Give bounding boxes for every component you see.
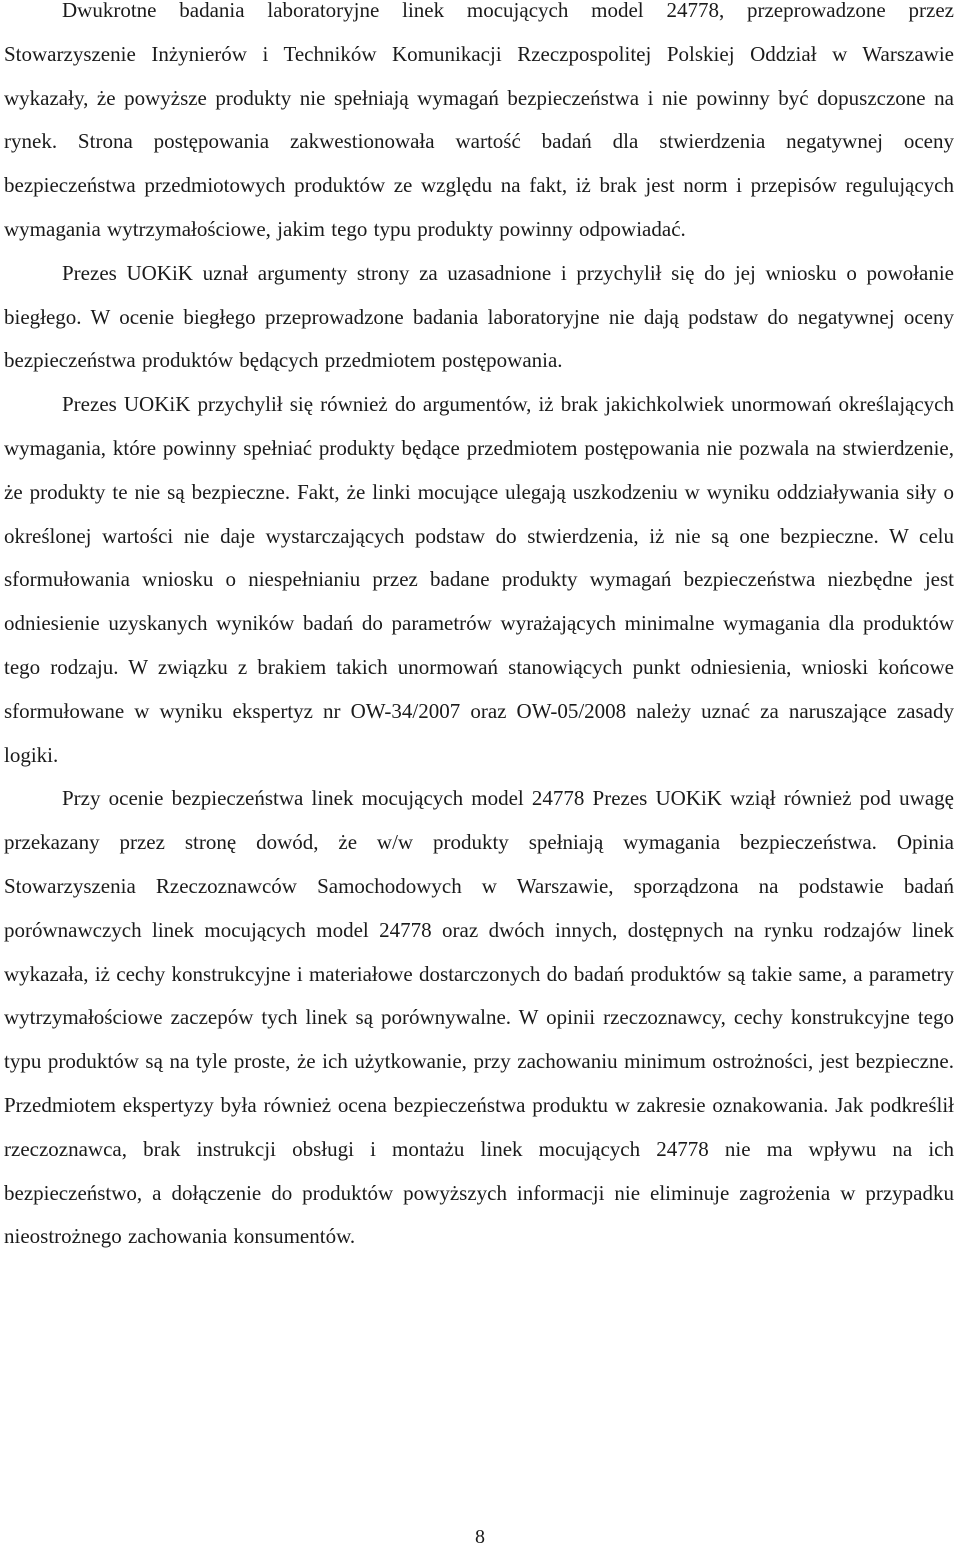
paragraph-4: Przy ocenie bezpieczeństwa linek mocujących model 24778 Prezes UOKiK wziął również pod uwagę przekazany przez stronę dowód, że w/w produkty spełniają wymagania bezpieczeństwa. Opinia Stowarzyszenia Rzeczoznawców Samochodowych w Warszawie, sporządzona na podstawie badań porównawczych linek mocujących model 24778 oraz dwóch innych, dostępnych na rynku rodzajów linek wykazała, iż cechy konstrukcyjne i materiałowe dostarczonych do badań produktów są takie same, a parametry wytrzymałościowe zaczepów tych linek są porównywalne. W opinii rzeczoznawcy, cechy konstrukcyjne tego typu produktów są na tyle proste, że ich użytkowanie, przy zachowaniu minimum ostrożności, jest bezpieczne. Przedmiotem ekspertyzy była również ocena bezpieczeństwa produktu w zakresie oznakowania. Jak podkreślił rzeczoznawca, brak instrukcji obsługi i montażu linek mocujących 24778 nie ma wpływu na ich bezpieczeństwo, a dołączenie do produktów powyższych informacji nie eliminuje zagrożenia w przypadku nieostrożnego zachowania konsumentów. [4,786,954,1249]
page-number: 8 [475,1526,485,1548]
paragraph-2: Prezes UOKiK uznał argumenty strony za uzasadnione i przychylił się do jej wniosku o powołanie biegłego. W ocenie biegłego przeprowadzone badania laboratoryjne nie dają podstaw do negatywnej oceny bezpieczeństwa produktów będących przedmiotem postępowania. [4,260,954,373]
paragraph-1: Dwukrotne badania laboratoryjne linek mocujących model 24778, przeprowadzone przez Stowarzyszenie Inżynierów i Techników Komunikacji Rzeczpospolitej Polskiej Oddział w Warszawie wykazały, że powyższe produkty nie spełniają wymagań bezpieczeństwa i nie powinny być dopuszczone na rynek. Strona postępowania zakwestionowała wartość badań dla stwierdzenia negatywnej oceny bezpieczeństwa przedmiotowych produktów ze względu na fakt, iż brak jest norm i przepisów regulujących wymagania wytrzymałościowe, jakim tego typu produkty powinny odpowiadać. [4,0,954,241]
paragraph-3: Prezes UOKiK przychylił się również do argumentów, iż brak jakichkolwiek unormowań określających wymagania, które powinny spełniać produkty będące przedmiotem postępowania nie pozwala na stwierdzenie, że produkty te nie są bezpieczne. Fakt, że linki mocujące ulegają uszkodzeniu w wyniku oddziaływania siły o określonej wartości nie daje wystarczających podstaw do stwierdzenia, iż nie są one bezpieczne. W celu sformułowania wniosku o niespełnianiu przez badane produkty wymagań bezpieczeństwa niezbędne jest odniesienie uzyskanych wyników badań do parametrów wyrażających minimalne wymagania dla produktów tego rodzaju. W związku z brakiem takich unormowań stanowiących punkt odniesienia, wnioski końcowe sformułowane w wyniku ekspertyz nr OW-34/2007 oraz OW-05/2008 należy uznać za naruszające zasady logiki. [4,392,954,767]
document-page [4,0,954,1550]
